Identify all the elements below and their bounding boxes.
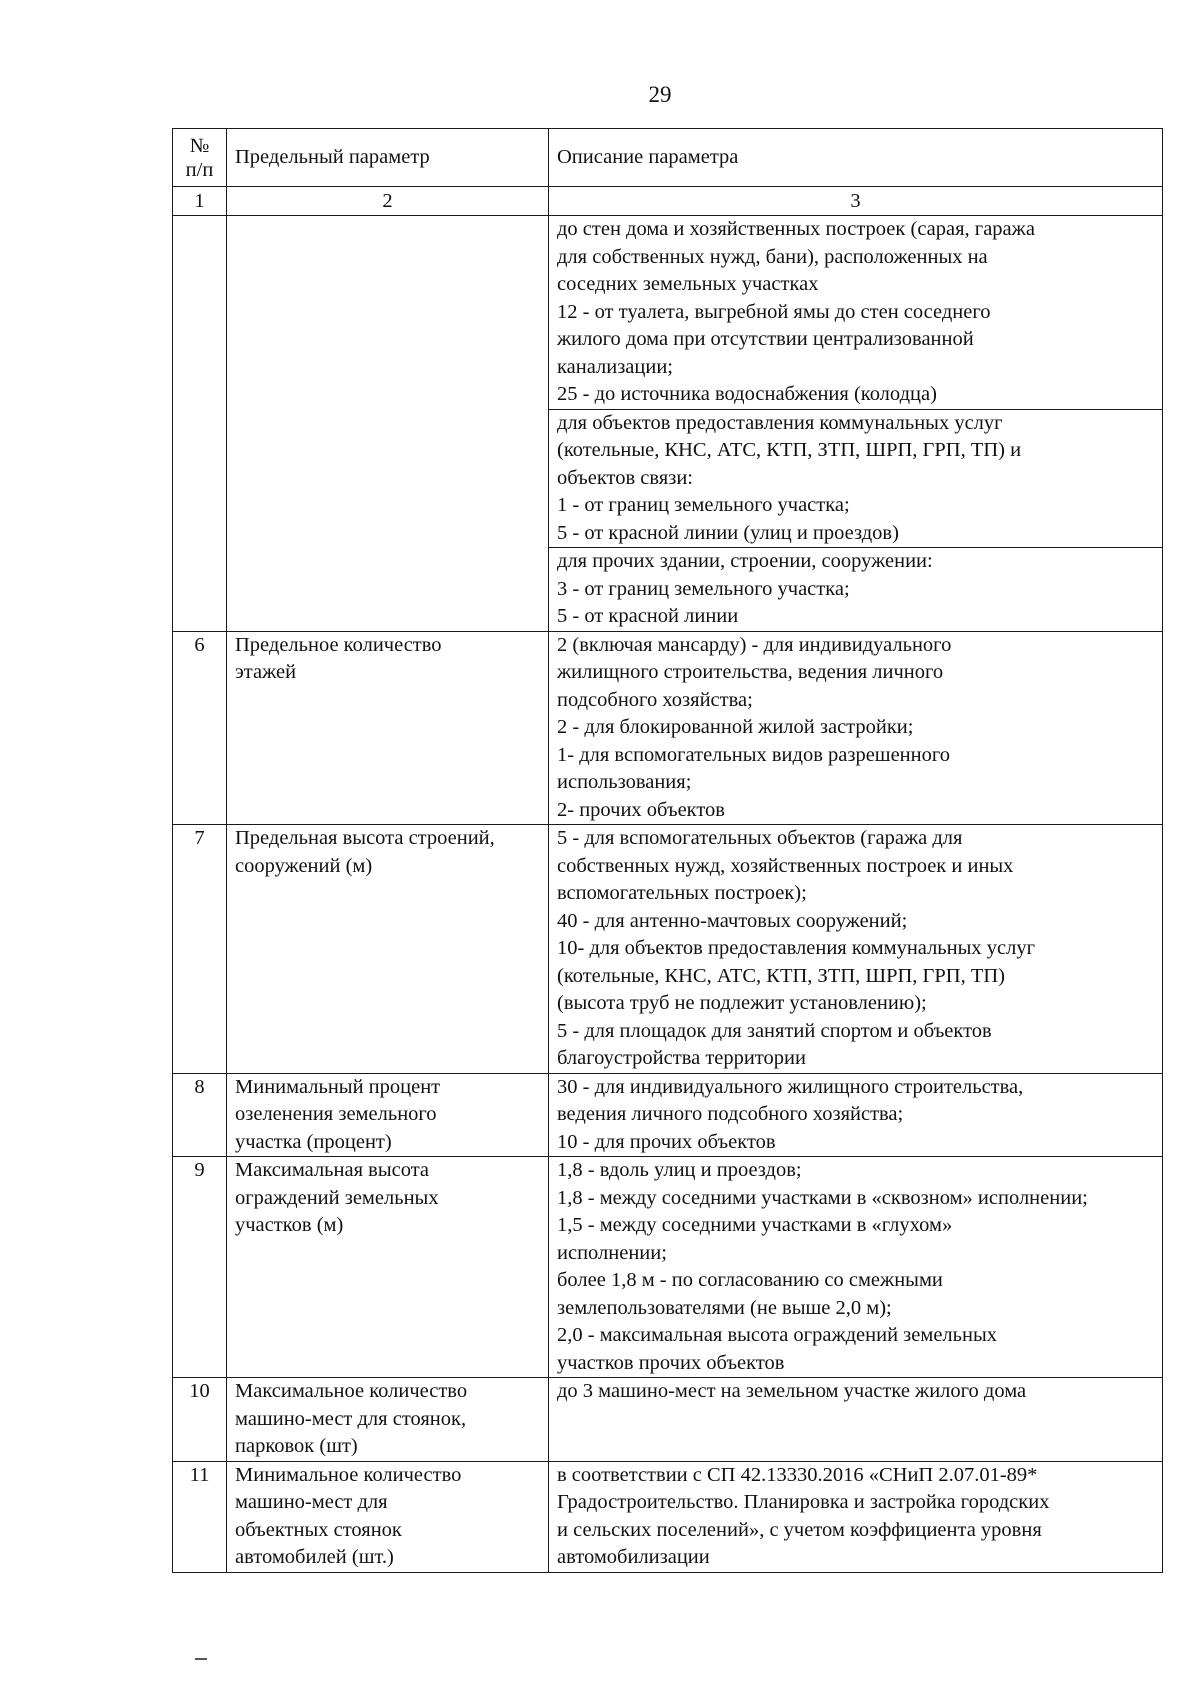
header-desc: Описание параметра <box>549 129 1163 187</box>
text-line: 12 - от туалета, выгребной ямы до стен соседнего <box>557 300 991 323</box>
text-line: для прочих здании, строении, сооружении: <box>557 550 933 572</box>
text-line: Градостроительство. Планировка и застройка городских <box>557 1491 1050 1513</box>
param-cell <box>227 216 549 632</box>
text-line: Минимальный процент <box>235 1075 441 1098</box>
text-line: 3 - от границ земельного участка; <box>557 577 850 600</box>
table-header-row <box>173 129 1163 187</box>
desc-cell <box>549 1461 1163 1572</box>
text-line: 30 - для индивидуального жилищного строительства, <box>557 1075 1024 1098</box>
text-line: 2 (включая мансарду) - для индивидуального <box>557 633 952 656</box>
desc-cell <box>549 631 1163 825</box>
param-cell <box>227 825 549 1074</box>
parameters-table <box>172 128 1163 1573</box>
row-num-cell: 6 <box>173 631 227 825</box>
text-line: 2 - для блокированной жилой застройки; <box>557 716 914 738</box>
text-line: 5 - для вспомогательных объектов (гаража для <box>557 827 963 849</box>
text-line: канализации; <box>557 355 674 378</box>
table-row-continued <box>173 216 1163 632</box>
col-index-1: 1 <box>173 187 227 216</box>
text-line: в соответствии с СП 42.13330.2016 «СНиП 2.07.01-89* <box>557 1463 1038 1486</box>
text-line: автомобилей (шт.) <box>235 1546 394 1568</box>
text-line: 25 - до источника водоснабжения (колодца) <box>557 383 937 405</box>
desc-cell <box>549 1073 1163 1157</box>
text-line: Максимальное количество <box>235 1380 468 1402</box>
text-line: 1,8 - вдоль улиц и проездов; <box>557 1159 802 1181</box>
text-line: 5 - от красной линии <box>557 605 739 627</box>
col-index-2: 2 <box>227 187 549 216</box>
text-line: Минимальное количество <box>235 1463 462 1486</box>
text-line: Предельная высота строений, <box>235 827 495 849</box>
text-line: для объектов предоставления коммунальных услуг <box>557 411 1003 434</box>
text-line: 5 - от красной линии (улиц и проездов) <box>557 521 899 544</box>
text-line: благоустройства территории <box>557 1047 806 1069</box>
text-line: собственных нужд, хозяйственных построек и иных <box>557 854 1014 877</box>
desc-cell <box>549 1378 1163 1462</box>
table-row <box>173 1157 1163 1378</box>
text-line: 1,5 - между соседними участками в «глухом» <box>557 1214 953 1236</box>
text-line: жилого дома при отсутствии централизованной <box>557 328 974 350</box>
header-param: Предельный параметр <box>227 129 549 187</box>
table-row <box>173 825 1163 1074</box>
param-cell <box>227 631 549 825</box>
text-line: участков прочих объектов <box>557 1351 785 1374</box>
text-line: машино-мест для <box>235 1491 388 1513</box>
text-line: 1- для вспомогательных видов разрешенного <box>557 743 951 766</box>
text-line: сооружений (м) <box>235 854 373 877</box>
row-num-cell: 11 <box>173 1461 227 1572</box>
table-row <box>173 1073 1163 1157</box>
text-line: (высота труб не подлежит установлению); <box>557 992 927 1014</box>
page-number: 29 <box>648 82 672 107</box>
text-line: озеленения земельного <box>235 1103 437 1125</box>
text-line: вспомогательных построек); <box>557 882 807 904</box>
text-line: 2- прочих объектов <box>557 798 725 821</box>
col-index-3: 3 <box>549 187 1163 216</box>
text-line: 10 - для прочих объектов <box>557 1130 776 1153</box>
text-line: парковок (шт) <box>235 1435 358 1457</box>
text-line: машино-мест для стоянок, <box>235 1407 467 1430</box>
text-line: до стен дома и хозяйственных построек (сарая, гаража <box>557 218 1035 240</box>
text-line: 1,8 - между соседними участками в «сквозном» исполнении; <box>557 1186 1088 1209</box>
text-line: участков (м) <box>235 1214 344 1236</box>
text-line: 2,0 - максимальная высота ограждений земельных <box>557 1324 998 1346</box>
scan-mark <box>195 1658 207 1660</box>
text-line: ограждений земельных <box>235 1186 439 1209</box>
text-line: объектных стоянок <box>235 1518 402 1541</box>
text-line: Максимальная высота <box>235 1159 429 1181</box>
param-cell <box>227 1461 549 1572</box>
row-num-cell: 8 <box>173 1073 227 1157</box>
row-num-cell: 7 <box>173 825 227 1074</box>
table-row <box>173 631 1163 825</box>
table-row <box>173 1461 1163 1572</box>
row-num-cell: 9 <box>173 1157 227 1378</box>
text-line: 5 - для площадок для занятий спортом и объектов <box>557 1019 992 1042</box>
text-line: и сельских поселений», с учетом коэффициента уровня <box>557 1518 1042 1541</box>
desc-cell <box>549 1157 1163 1378</box>
text-line: Предельное количество <box>235 633 442 656</box>
text-line: исполнении; <box>557 1241 667 1264</box>
text-line: 1 - от границ земельного участка; <box>557 494 850 516</box>
desc-cell <box>549 825 1163 1074</box>
text-line: участка (процент) <box>235 1130 392 1153</box>
text-line: 40 - для антенно-мачтовых сооружений; <box>557 909 908 932</box>
column-index-row <box>173 187 1163 216</box>
row-num-cell: 10 <box>173 1378 227 1462</box>
text-line: подсобного хозяйства; <box>557 688 753 711</box>
param-cell <box>227 1378 549 1462</box>
text-line: 10- для объектов предоставления коммунальных услуг <box>557 937 1036 959</box>
text-line: для собственных нужд, бани), расположенных на <box>557 245 988 268</box>
text-line: этажей <box>235 661 297 683</box>
text-line: использования; <box>557 771 692 793</box>
text-line: автомобилизации <box>557 1546 710 1568</box>
text-line: более 1,8 м - по согласованию со смежными <box>557 1269 943 1291</box>
setback-block <box>549 547 1162 631</box>
param-cell <box>227 1073 549 1157</box>
param-cell <box>227 1157 549 1378</box>
row-num-cell <box>173 216 227 632</box>
text-line: (котельные, КНС, АТС, КТП, ЗТП, ШРП, ГРП, ТП) <box>557 964 1005 987</box>
text-line: соседних земельных участках <box>557 273 819 295</box>
text-line: жилищного строительства, ведения личного <box>557 661 944 683</box>
setback-block <box>557 216 1154 409</box>
text-line: до 3 машино-мест на земельном участке жилого дома <box>557 1380 1027 1402</box>
text-line: (котельные, КНС, АТС, КТП, ЗТП, ШРП, ГРП, ТП) и <box>557 439 1022 461</box>
text-line: землепользователями (не выше 2,0 м); <box>557 1296 892 1319</box>
desc-cell <box>549 216 1163 632</box>
text-line: объектов связи: <box>557 466 694 489</box>
table-row <box>173 1378 1163 1462</box>
setback-block <box>549 409 1162 548</box>
text-line: ведения личного подсобного хозяйства; <box>557 1103 904 1125</box>
header-num: № п/п <box>173 129 227 187</box>
